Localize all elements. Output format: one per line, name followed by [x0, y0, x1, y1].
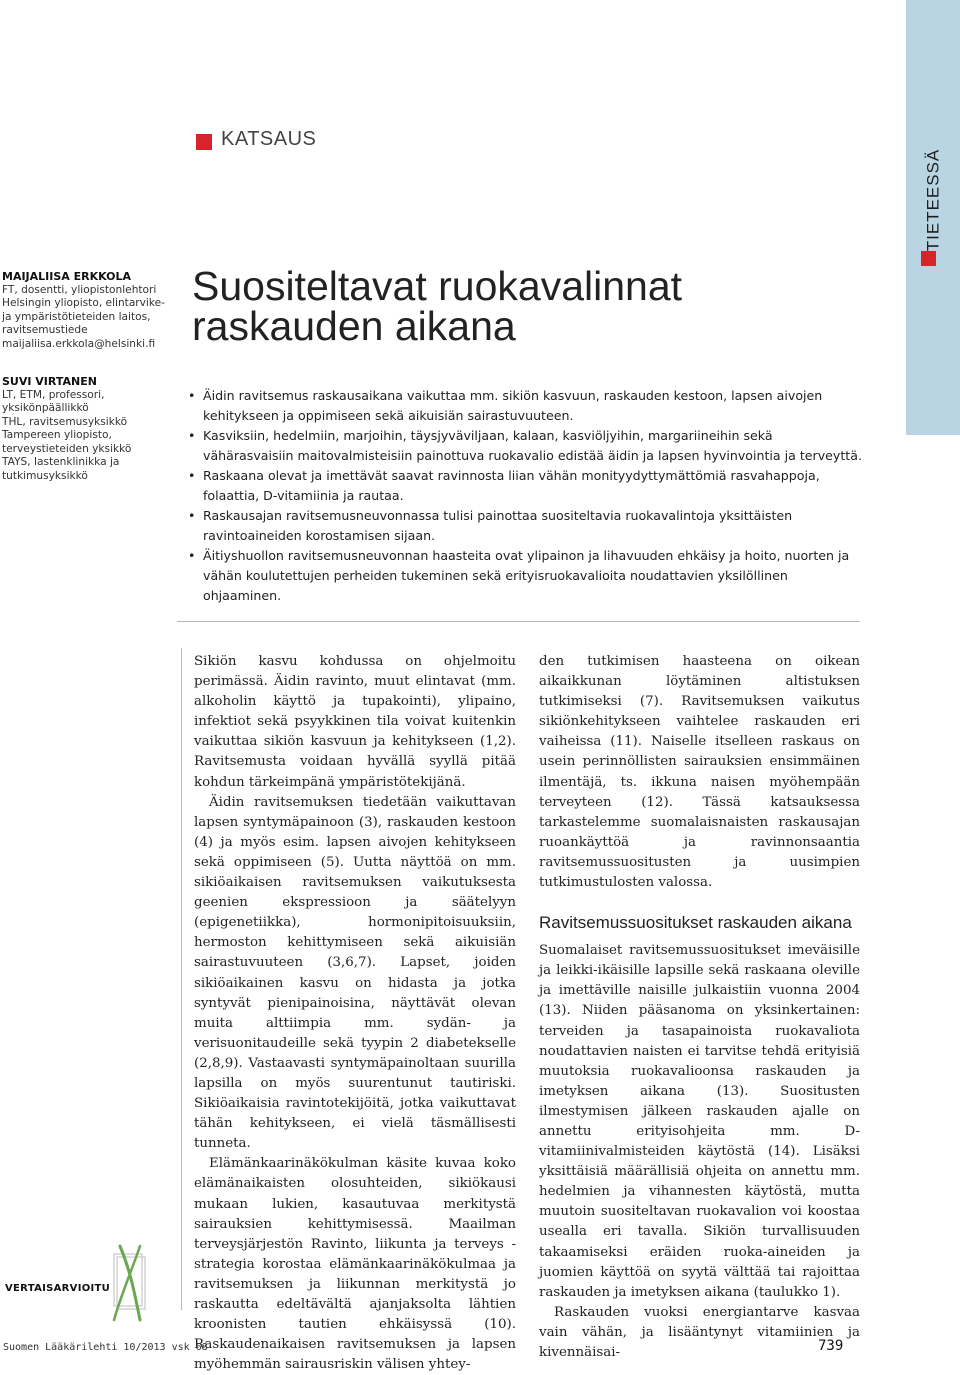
author-affiliation: TAYS, lastenklinikka ja	[2, 456, 120, 468]
body-paragraph: Elämänkaarinäkökulman käsite kuvaa koko elämänaikaisten olosuhteiden, sikiökausi mukaan lukien, kasautuvaa merkitystä sairauksien kehittymisessä. Maailman terveysjärjestön Ravinto, liikunta ja terveys -strategia korostaa elämänkaarinäkökulmaa ja ravitsemuksen ja liikunnan merkitystä jo raskautta edeltävältä ajanjaksolta lähtien kroonisten tautien ehkäisyssä (10). Raskaudenaikaisen ravitsemuksen ja lapsen myöhemmän sairausriskin välisen yhtey-	[194, 1156, 516, 1373]
article-title: Suositeltavat ruokavalinnat raskauden aikana	[192, 263, 683, 349]
column-divider	[181, 648, 182, 1310]
footer-journal: Suomen Lääkärilehti 10/2013 vsk 68	[3, 1342, 208, 1353]
side-section-label: TIETEESSÄ	[923, 148, 942, 252]
author-affiliation: yksikönpäällikkö	[2, 402, 89, 414]
body-paragraph: Sikiön kasvu kohdussa on ohjelmoitu perimässä. Äidin ravinto, muut elintavat (mm. alkoholin käyttö ja tupakointi), ylipaino, infektiot sekä psyykkinen tila voivat kuitenkin vaikuttaa sikiön kasvuun ja kehitykseen (1,2). Ravitsemusta voidaan hyvällä syyllä pitää kohdun tärkeimpänä ympäristötekijänä.	[194, 654, 516, 790]
author-affiliation: FT, dosentti, yliopistonlehtori	[2, 283, 157, 296]
bullet-icon: •	[188, 508, 196, 523]
bullet-icon: •	[188, 388, 196, 403]
key-point: • Äidin ravitsemus raskausaikana vaikuttaa mm. sikiön kasvuun, raskauden kestoon, lapsen aivojen kehitykseen ja oppimiseen sekä aikuisiän sairastuvuuteen.	[188, 388, 823, 423]
body-paragraph: den tutkimisen haasteena on oikean aikaikkunan löytäminen altistuksen tutkimiseksi (7). Ravitsemuksen vaikutus sikiönkehitykseen vaihtelee raskauden eri vaiheissa (11). Naiselle itselleen raskaus on usein perinnöllisten sairauksien ensimmäinen ilmentäjä, ts. ikkuna naisen myöhempään terveyteen (12). Tässä katsauksessa tarkastelemme suomalaisnaisten raskausajan ruoankäyttöä ja ravinnonsaantia ravitsemussuositusten ja uusimpien tutkimustulosten valossa.	[539, 654, 860, 891]
key-point: • Kasviksiin, hedelmiin, marjoihin, täysjyväviljaan, kalaan, kasviöljyihin, margariineihin sekä vähärasvaisiin maitovalmisteisiin painottuva ruokavalio edistää äidin ja lapsen hyvinvointia ja terveyttä.	[188, 428, 862, 463]
bullet-icon: •	[188, 548, 196, 563]
author-name: SUVI VIRTANEN	[2, 375, 97, 388]
key-point: • Raskausajan ravitsemusneuvonnassa tulisi painottaa suositeltavia ruokavalintoja yksittäisten ravintoaineiden korostamisen sijaan.	[188, 508, 793, 543]
key-point: • Äitiyshuollon ravitsemusneuvonnan haasteita ovat ylipainon ja lihavuuden ehkäisy ja hoito, nuorten ja vähän koulutettujen perheiden tukeminen sekä erityisruokavalioita noudattavien yksilöllinen ohjaaminen.	[188, 548, 850, 603]
author-affiliation: THL, ravitsemusyksikkö	[2, 415, 128, 428]
author-affiliation: ja ympäristötieteiden laitos,	[2, 310, 151, 323]
author-affiliation: LT, ETM, professori,	[2, 388, 105, 401]
bullet-icon: •	[188, 468, 196, 483]
author-affiliation: Tampereen yliopisto,	[2, 429, 112, 441]
author-affiliation: tutkimusyksikkö	[2, 469, 88, 482]
section-label: KATSAUS	[221, 128, 317, 150]
peer-review-icon	[100, 1240, 156, 1324]
author-block	[2, 375, 167, 483]
key-points-list	[186, 386, 866, 606]
author-name: MAIJALIISA ERKKOLA	[2, 270, 132, 283]
author-affiliation: ravitsemustiede	[2, 324, 88, 336]
section-marker	[196, 134, 212, 150]
bullet-icon: •	[188, 428, 196, 443]
body-column-left	[194, 652, 516, 1375]
body-paragraph: Äidin ravitsemuksen tiedetään vaikuttavan lapsen syntymäpainoon (3), raskauden kestoon (4) ja myös esim. lapsen aivojen kehitykseen sekä oppimiseen (5). Uutta näyttöä on mm. sikiöaikaisen ravitsemuksen vaikutuksesta geenien ekspressioon ja säätelyyn (epigenetiikka), hormonipitoisuuksiin, hermoston kehittymiseen sekä aikuisiän sairastuvuuteen (3,6,7). Lapset, joiden sikiöaikainen kasvu on hidasta ja jotka syntyvät pienipainoisina, näyttävät olevan muita alttiimpia mm. sydän- ja verisuonitaudeille sekä tyypin 2 diabetekselle (2,8,9). Vastaavasti syntymäpainoltaan suurilla lapsilla on myös suurentunut tautiriski. Sikiöaikaisia ravintotekijöitä, jotka vaikuttavat tähän kehitykseen, ei vielä täsmällisesti tunneta.	[194, 794, 516, 1152]
section-subheading: Ravitsemussuositukset raskauden aikana	[539, 913, 852, 933]
author-email: maijaliisa.erkkola@helsinki.fi	[2, 337, 156, 350]
body-paragraph: Raskauden vuoksi energiantarve kasvaa vain vähän, ja lisääntynyt vitamiinien ja kivennäisai-	[539, 1304, 860, 1360]
author-block	[2, 270, 167, 351]
page-number: 739	[818, 1338, 844, 1354]
author-affiliation: Helsingin yliopisto, elintarvike-	[2, 297, 165, 309]
divider	[177, 621, 860, 622]
body-paragraph: Suomalaiset ravitsemussuositukset imeväisille ja leikki-ikäisille lapsille sekä raskaana oleville ja imettäville naisille julkaistiin vuonna 2004 (13). Niiden pääsanoma on yksinkertainen: terveiden ja tasapainoista ruokavaliota noudattavien naisten ei tarvitse tehdä erityisiä muutoksia ruokavalioonsa raskauden ja imetyksen aikana (13). Suositusten ilmestymisen jälkeen raskauden ajalle on annettu erityisohjeita mm. D-vitamiinivalmisteiden käytöstä (14). Lisäksi yksittäisiä määrällisiä ohjeita on annettu mm. hedelmien ja vihannesten käytöstä, mutta muutoin suositeltavan ruokavalion voi koostaa usealla eri tavalla. Sikiön turvallisuuden takaamiseksi eräiden ruoka-aineiden ja juomien käyttöä on syytä välttää tai rajoittaa raskauden ja imetyksen aikana (taulukko 1).	[539, 943, 860, 1300]
author-affiliation: terveystieteiden yksikkö	[2, 442, 132, 455]
peer-reviewed-label: VERTAISARVIOITU	[5, 1283, 111, 1294]
key-point: • Raskaana olevat ja imettävät saavat ravinnosta liian vähän monityydyttymättömiä rasvahappoja, folaattia, D-vitamiinia ja rautaa.	[188, 468, 820, 503]
side-section-marker	[921, 251, 936, 266]
body-column-right	[539, 652, 860, 1363]
